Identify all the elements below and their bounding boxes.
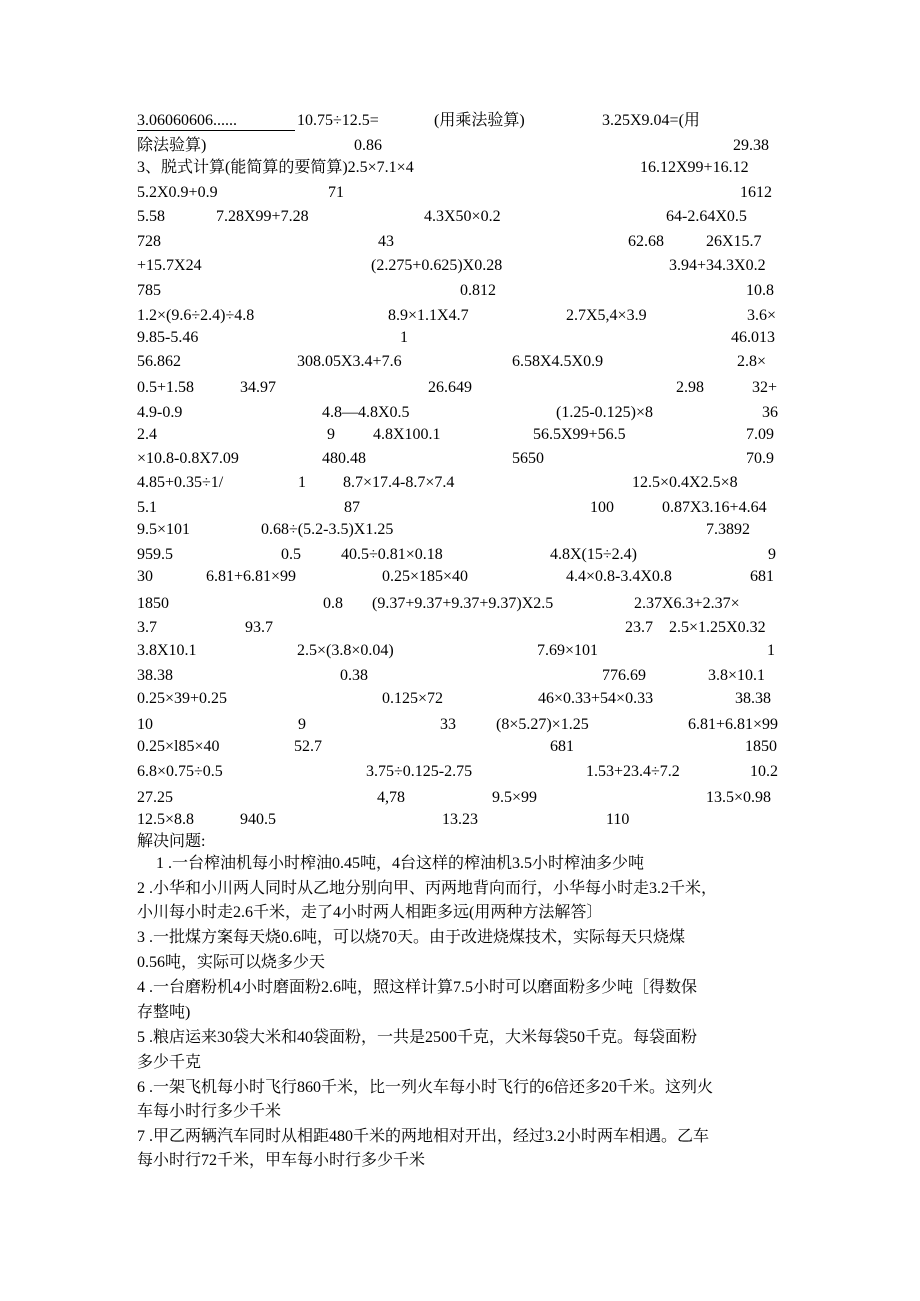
- row-29-cell-0: 12.5×8.8: [137, 811, 195, 828]
- row-25-cell-0: 10: [137, 716, 153, 733]
- row-7-cell-0: 785: [137, 282, 161, 299]
- row-20-cell-3: 2.37X6.3+2.37×: [634, 595, 740, 612]
- row-11-cell-2: 26.649: [428, 379, 472, 396]
- row-6-cell-1: (2.275+0.625)X0.28: [371, 257, 503, 274]
- row-20-cell-0: 1850: [137, 595, 169, 612]
- row-25-cell-2: 33: [440, 716, 456, 733]
- problem-line-12: 每小时行72千米，甲车每小时行多少千米: [137, 1152, 426, 1169]
- problem-line-5: 4 .一台磨粉机4小时磨面粉2.6吨，照这样计算7.5小时可以磨面粉多少吨［得数保: [137, 979, 698, 996]
- row-8-cell-3: 3.6×: [747, 307, 777, 324]
- row-24-cell-1: 0.125×72: [382, 690, 444, 707]
- problem-line-4: 0.56吨，实际可以烧多少天: [137, 954, 326, 971]
- row-16-cell-0: 5.1: [137, 499, 157, 516]
- problem-line-1: 2 .小华和小川两人同时从乙地分别向甲、丙两地背向而行，小华每小时走3.2千米，: [137, 880, 718, 897]
- row-3-cell-2: 1612: [740, 184, 772, 201]
- row-10-cell-0: 56.862: [137, 353, 181, 370]
- row-19-cell-1: 6.81+6.81×99: [206, 568, 297, 585]
- row-4-cell-1: 7.28X99+7.28: [216, 208, 309, 225]
- row-14-cell-0: ×10.8-0.8X7.09: [137, 450, 239, 467]
- row-18-cell-0: 959.5: [137, 546, 173, 563]
- problem-line-9: 6 .一架飞机每小时飞行860千米，比一列火车每小时飞行的6倍还多20千米。这列火: [137, 1079, 714, 1096]
- row-5-cell-3: 26X15.7: [706, 233, 762, 250]
- row-13-cell-3: 56.5X99+56.5: [533, 426, 626, 443]
- row-27-cell-0: 6.8×0.75÷0.5: [137, 763, 223, 780]
- row-12-cell-3: 36: [762, 404, 778, 421]
- row-4-cell-0: 5.58: [137, 208, 165, 225]
- row-1-cell-1: 0.86: [354, 137, 382, 154]
- row-19-cell-3: 4.4×0.8-3.4X0.8: [566, 568, 672, 585]
- row-25-cell-3: (8×5.27)×1.25: [496, 716, 589, 733]
- row-27-cell-3: 10.2: [750, 763, 778, 780]
- row-29-cell-2: 13.23: [442, 811, 478, 828]
- row-4-cell-3: 64-2.64X0.5: [666, 208, 747, 225]
- row-29-cell-3: 110: [606, 811, 630, 828]
- row-15-cell-3: 12.5×0.4X2.5×8: [632, 474, 738, 491]
- problem-line-2: 小川每小时走2.6千米，走了4小时两人相距多远(用两种方法解答〕: [137, 904, 603, 921]
- row-17-cell-0: 9.5×101: [137, 521, 191, 538]
- problem-line-0: 1 .一台榨油机每小时榨油0.45吨，4台这样的榨油机3.5小时榨油多少吨: [156, 855, 645, 872]
- row-1-cell-2: 29.38: [733, 137, 769, 154]
- problem-line-7: 5 .粮店运来30袋大米和40袋面粉，一共是2500千克，大米每袋50千克。每袋面粉: [137, 1029, 698, 1046]
- row-29-cell-1: 940.5: [240, 811, 276, 828]
- row-16-cell-3: 0.87X3.16+4.64: [662, 499, 767, 516]
- row-10-cell-3: 2.8×: [737, 353, 767, 370]
- row-17-cell-1: 0.68÷(5.2-3.5)X1.25: [261, 521, 394, 538]
- row-19-cell-2: 0.25×185×40: [382, 568, 469, 585]
- row-27-cell-1: 3.75÷0.125-2.75: [366, 763, 473, 780]
- row-1-cell-0: 除法验算): [137, 137, 207, 154]
- row-8-cell-0: 1.2×(9.6÷2.4)÷4.8: [137, 307, 255, 324]
- problem-line-6: 存整吨): [137, 1004, 191, 1021]
- row-28-cell-3: 13.5×0.98: [706, 789, 772, 806]
- row-24-cell-3: 38.38: [735, 690, 771, 707]
- row-0-cell-0: 3.06060606......: [137, 113, 295, 131]
- row-27-cell-2: 1.53+23.4÷7.2: [586, 763, 680, 780]
- row-3-cell-1: 71: [328, 184, 344, 201]
- row-25-cell-1: 9: [298, 716, 306, 733]
- row-4-cell-2: 4.3X50×0.2: [424, 208, 501, 225]
- row-19-cell-4: 681: [750, 568, 774, 585]
- row-18-cell-1: 0.5: [281, 546, 301, 563]
- row-23-cell-1: 0.38: [340, 667, 368, 684]
- row-3-cell-0: 5.2X0.9+0.9: [137, 184, 218, 201]
- row-14-cell-1: 480.48: [322, 450, 366, 467]
- row-15-cell-0: 4.85+0.35÷1/: [137, 474, 224, 491]
- row-7-cell-2: 10.8: [746, 282, 774, 299]
- row-11-cell-1: 34.97: [240, 379, 276, 396]
- row-26-cell-0: 0.25×l85×40: [137, 738, 220, 755]
- row-2-cell-0: 3、脱式计算(能简算的要简算)2.5×7.1×4: [137, 159, 414, 176]
- row-22-cell-0: 3.8X10.1: [137, 642, 197, 659]
- section-title: 解决问题:: [137, 833, 206, 850]
- row-13-cell-1: 9: [327, 426, 335, 443]
- row-21-cell-1: 93.7: [245, 619, 273, 636]
- row-21-cell-2: 23.7: [625, 619, 653, 636]
- row-28-cell-2: 9.5×99: [492, 789, 538, 806]
- row-24-cell-2: 46×0.33+54×0.33: [538, 690, 654, 707]
- row-5-cell-2: 62.68: [628, 233, 664, 250]
- row-23-cell-0: 38.38: [137, 667, 173, 684]
- row-12-cell-0: 4.9-0.9: [137, 404, 183, 421]
- row-26-cell-3: 1850: [745, 738, 777, 755]
- row-6-cell-2: 3.94+34.3X0.2: [669, 257, 766, 274]
- row-2-cell-1: 16.12X99+16.12: [640, 159, 749, 176]
- row-10-cell-2: 6.58X4.5X0.9: [512, 353, 604, 370]
- row-11-cell-4: 32+: [752, 379, 778, 396]
- row-0-cell-3: 3.25X9.04=(用: [602, 112, 700, 129]
- row-23-cell-3: 3.8×10.1: [708, 667, 766, 684]
- row-10-cell-1: 308.05X3.4+7.6: [297, 353, 402, 370]
- row-0-cell-1: 10.75÷12.5=: [297, 112, 379, 129]
- row-13-cell-4: 7.09: [746, 426, 774, 443]
- row-22-cell-2: 7.69×101: [537, 642, 599, 659]
- row-13-cell-2: 4.8X100.1: [373, 426, 441, 443]
- row-20-cell-1: 0.8: [323, 595, 343, 612]
- row-5-cell-1: 43: [378, 233, 394, 250]
- row-14-cell-3: 70.9: [746, 450, 774, 467]
- row-17-cell-2: 7.3892: [706, 521, 750, 538]
- row-18-cell-2: 40.5÷0.81×0.18: [341, 546, 443, 563]
- row-14-cell-2: 5650: [512, 450, 544, 467]
- row-12-cell-1: 4.8—4.8X0.5: [322, 404, 410, 421]
- row-12-cell-2: (1.25-0.125)×8: [556, 404, 654, 421]
- row-0-cell-2: (用乘法验算): [434, 112, 525, 129]
- problem-line-10: 车每小时行多少千米: [137, 1103, 282, 1120]
- row-7-cell-1: 0.812: [460, 282, 496, 299]
- row-15-cell-2: 8.7×17.4-8.7×7.4: [343, 474, 455, 491]
- row-24-cell-0: 0.25×39+0.25: [137, 690, 228, 707]
- row-28-cell-1: 4,78: [377, 789, 405, 806]
- row-18-cell-4: 9: [768, 546, 776, 563]
- row-13-cell-0: 2.4: [137, 426, 157, 443]
- row-5-cell-0: 728: [137, 233, 161, 250]
- row-9-cell-1: 1: [400, 329, 408, 346]
- row-20-cell-2: (9.37+9.37+9.37+9.37)X2.5: [372, 595, 554, 612]
- problem-line-3: 3 .一批煤方案每天烧0.6吨，可以烧70天。由于改进烧煤技术，实际每天只烧煤: [137, 929, 686, 946]
- row-8-cell-2: 2.7X5,4×3.9: [566, 307, 647, 324]
- row-11-cell-0: 0.5+1.58: [137, 379, 195, 396]
- problem-line-8: 多少千克: [137, 1054, 202, 1071]
- row-26-cell-2: 681: [550, 738, 574, 755]
- row-9-cell-2: 46.013: [731, 329, 775, 346]
- problem-line-11: 7 .甲乙两辆汽车同时从相距480千米的两地相对开出，经过3.2小时两车相遇。乙车: [137, 1128, 710, 1145]
- row-25-cell-4: 6.81+6.81×99: [688, 716, 779, 733]
- row-21-cell-3: 2.5×1.25X0.32: [669, 619, 766, 636]
- row-23-cell-2: 776.69: [602, 667, 646, 684]
- row-16-cell-1: 87: [344, 499, 360, 516]
- row-8-cell-1: 8.9×1.1X4.7: [388, 307, 469, 324]
- row-6-cell-0: +15.7X24: [137, 257, 202, 274]
- row-19-cell-0: 30: [137, 568, 153, 585]
- row-16-cell-2: 100: [590, 499, 614, 516]
- row-26-cell-1: 52.7: [294, 738, 322, 755]
- row-9-cell-0: 9.85-5.46: [137, 329, 199, 346]
- row-15-cell-1: 1: [298, 474, 306, 491]
- row-28-cell-0: 27.25: [137, 789, 173, 806]
- row-11-cell-3: 2.98: [676, 379, 704, 396]
- row-22-cell-1: 2.5×(3.8×0.04): [297, 642, 394, 659]
- row-21-cell-0: 3.7: [137, 619, 157, 636]
- row-22-cell-3: 1: [767, 642, 775, 659]
- row-18-cell-3: 4.8X(15÷2.4): [550, 546, 637, 563]
